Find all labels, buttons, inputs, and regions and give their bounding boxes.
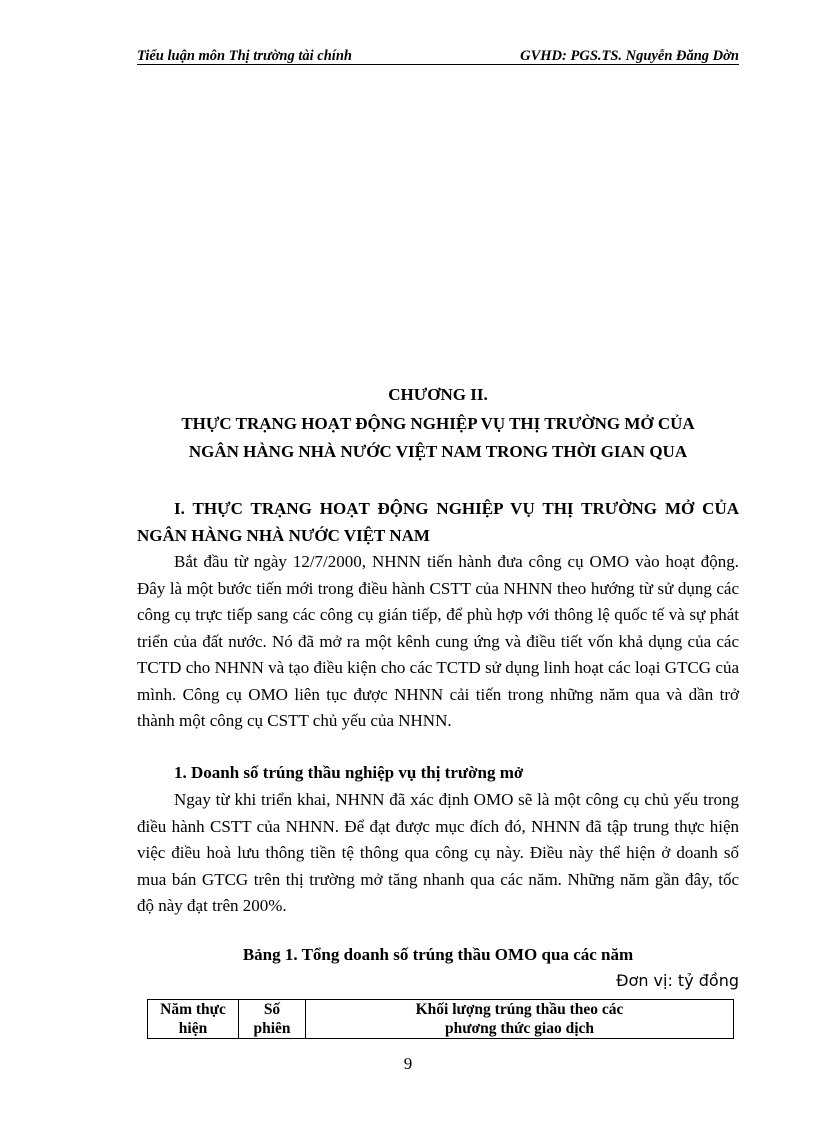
table-caption: Bảng 1. Tổng doanh số trúng thầu OMO qua các năm — [242, 945, 634, 964]
header-advisor: GVHD: PGS.TS. Nguyễn Đăng Dờn — [520, 48, 739, 64]
subsection-heading: 1. Doanh số trúng thầu nghiệp vụ thị trường mở — [174, 763, 524, 782]
chapter-number: CHƯƠNG II. — [388, 385, 488, 404]
header-volume — [306, 1000, 734, 1039]
header-year-line1: Năm thực — [160, 1001, 226, 1018]
header-year-line2: hiện — [178, 1020, 208, 1037]
header-sessions-line1: Số — [263, 1001, 281, 1018]
header-volume-line1: Khối lượng trúng thầu theo các — [415, 1001, 624, 1018]
omo-table — [147, 999, 734, 1039]
paragraph-1: Bắt đầu từ ngày 12/7/2000, NHNN tiến hành đưa công cụ OMO vào hoạt động. Đây là một bước tiến mới trong điều hành CSTT của NHNN theo hướng từ sử dụng các công cụ trực tiếp sang các công cụ gián tiếp, để phù hợp với thông lệ quốc tế và sự phát triển của đất nước. Nó đã mở ra một kênh cung ứng và điều tiết vốn khả dụng của các TCTD cho NHNN và tạo điều kiện cho các TCTD sử dụng linh hoạt các loại GTCG của mình. Công cụ OMO liên tục được NHNN cải tiến trong những năm qua và dần trở thành một công cụ CSTT chủ yếu của NHNN. — [137, 552, 739, 730]
page-number: 9 — [403, 1054, 413, 1073]
header-volume-line2: phương thức giao dịch — [444, 1020, 595, 1037]
chapter-title-line2: NGÂN HÀNG NHÀ NƯỚC VIỆT NAM TRONG THỜI GIAN QUA — [188, 442, 688, 461]
chapter-title-line1: THỰC TRẠNG HOẠT ĐỘNG NGHIỆP VỤ THỊ TRƯỜNG MỞ CỦA — [181, 414, 695, 433]
section-heading: I. THỰC TRẠNG HOẠT ĐỘNG NGHIỆP VỤ THỊ TRƯỜNG MỞ CỦA NGÂN HÀNG NHÀ NƯỚC VIỆT NAM — [137, 499, 739, 545]
header-year — [148, 1000, 239, 1039]
page-header — [137, 48, 739, 68]
table-unit: Đơn vị: tỷ đồng — [616, 971, 739, 990]
header-sessions — [239, 1000, 306, 1039]
header-rule — [137, 64, 739, 65]
header-sessions-line2: phiên — [253, 1020, 291, 1037]
header-course-title: Tiểu luận môn Thị trường tài chính — [137, 48, 352, 64]
paragraph-2: Ngay từ khi triển khai, NHNN đã xác định OMO sẽ là một công cụ chủ yếu trong điều hành CSTT của NHNN. Để đạt được mục đích đó, NHNN đã tập trung thực hiện việc điều hoà lưu thông tiền tệ thông qua công cụ này. Điều này thể hiện ở doanh số mua bán GTCG trên thị trường mở tăng nhanh qua các năm. Những năm gần đây, tốc độ này đạt trên 200%. — [137, 790, 739, 915]
table-header-row — [148, 1000, 734, 1039]
